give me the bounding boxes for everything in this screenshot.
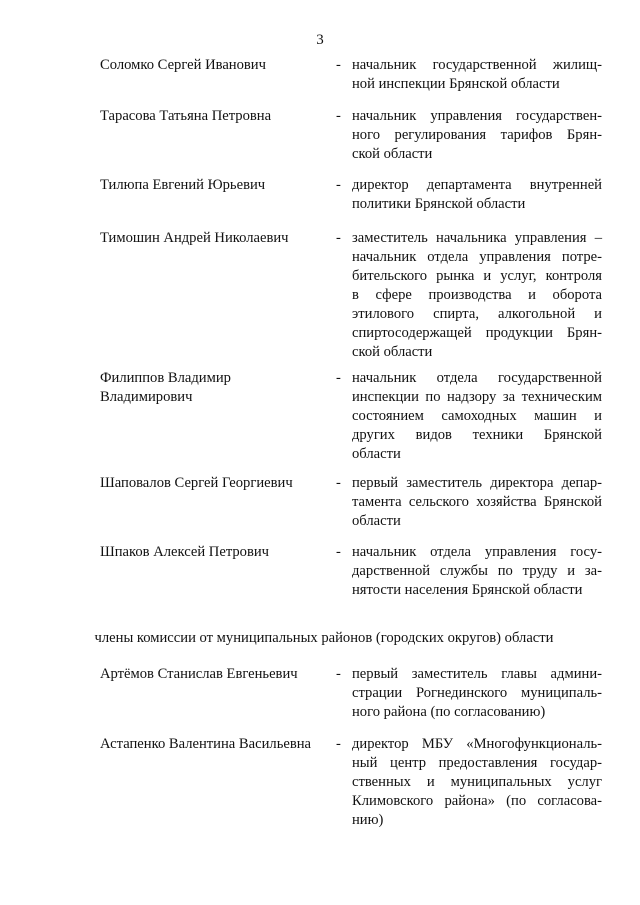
person-name-line: Артёмов Станислав Евгеньевич — [100, 666, 298, 682]
person-name-line: Соломко Сергей Иванович — [100, 57, 266, 73]
role-line: других видов техники Брянской — [352, 427, 602, 443]
role-line: нятости населения Брянской области — [352, 582, 583, 598]
role-line: политики Брянской области — [352, 196, 526, 212]
dash-separator: - — [336, 736, 341, 752]
person-name — [100, 107, 330, 126]
person-name — [100, 176, 330, 195]
person-name-line: Тилюпа Евгений Юрьевич — [100, 177, 266, 193]
role-line: директор департамента внутренней — [352, 177, 602, 193]
person-role — [352, 474, 602, 531]
role-line: начальник управления государствен- — [352, 108, 602, 124]
person-role — [352, 56, 602, 94]
person-role — [352, 107, 602, 164]
role-line: бительского рынка и услуг, контроля — [352, 268, 602, 284]
role-line: этилового спирта, алкогольной и — [352, 306, 602, 322]
person-name-line: Филиппов Владимир — [100, 370, 231, 386]
page-number: 3 — [316, 32, 324, 48]
person-name — [100, 543, 330, 562]
role-line: инспекции по надзору за техническим — [352, 389, 602, 405]
role-line: спиртосодержащей продукции Брян- — [352, 325, 602, 341]
person-name-line: Владимирович — [100, 389, 193, 405]
role-line: ской области — [352, 344, 433, 360]
role-line: директор МБУ «Многофункциональ- — [352, 736, 602, 752]
dash-separator: - — [336, 370, 341, 386]
person-name — [100, 474, 330, 493]
dash-separator: - — [336, 177, 341, 193]
dash-separator: - — [336, 230, 341, 246]
person-role — [352, 369, 602, 464]
person-name-line: Тимошин Андрей Николаевич — [100, 230, 289, 246]
role-line: страции Рогнединского муниципаль- — [352, 685, 602, 701]
role-line: начальник отдела управления госу- — [352, 544, 602, 560]
role-line: состоянием самоходных машин и — [352, 408, 602, 424]
role-line: первый заместитель главы админи- — [352, 666, 602, 682]
role-line: заместитель начальника управления – — [352, 230, 602, 246]
person-name — [100, 369, 330, 407]
role-line: ной инспекции Брянской области — [352, 76, 560, 92]
role-line: нию) — [352, 812, 384, 828]
role-line: в сфере производства и оборота — [352, 287, 602, 303]
dash-separator: - — [336, 108, 341, 124]
section-heading: члены комиссии от муниципальных районов (городских округов) области — [94, 630, 554, 646]
role-line: начальник государственной жилищ- — [352, 57, 602, 73]
role-line: ного регулирования тарифов Брян- — [352, 127, 602, 143]
person-name-line: Шаповалов Сергей Георгиевич — [100, 475, 293, 491]
role-line: первый заместитель директора депар- — [352, 475, 602, 491]
role-line: области — [352, 513, 401, 529]
person-name — [100, 735, 330, 754]
role-line: начальник отдела государственной — [352, 370, 602, 386]
role-line: области — [352, 446, 401, 462]
person-role — [352, 665, 602, 722]
person-name-line: Шпаков Алексей Петрович — [100, 544, 270, 560]
person-role — [352, 543, 602, 600]
dash-separator: - — [336, 666, 341, 682]
person-role — [352, 229, 602, 362]
role-line: начальник отдела управления потре- — [352, 249, 602, 265]
person-name-line: Астапенко Валентина Васильевна — [100, 736, 312, 752]
role-line: ской области — [352, 146, 433, 162]
dash-separator: - — [336, 57, 341, 73]
dash-separator: - — [336, 544, 341, 560]
person-name-line: Тарасова Татьяна Петровна — [100, 108, 272, 124]
role-line: Климовского района» (по согласова- — [352, 793, 602, 809]
person-name — [100, 665, 330, 684]
role-line: ный центр предоставления государ- — [352, 755, 602, 771]
dash-separator: - — [336, 475, 341, 491]
role-line: ного района (по согласованию) — [352, 704, 546, 720]
role-line: дарственной службы по труду и за- — [352, 563, 602, 579]
person-role — [352, 176, 602, 214]
person-role — [352, 735, 602, 830]
person-name — [100, 56, 330, 75]
role-line: тамента сельского хозяйства Брянской — [352, 494, 602, 510]
role-line: ственных и муниципальных услуг — [352, 774, 602, 790]
person-name — [100, 229, 330, 248]
